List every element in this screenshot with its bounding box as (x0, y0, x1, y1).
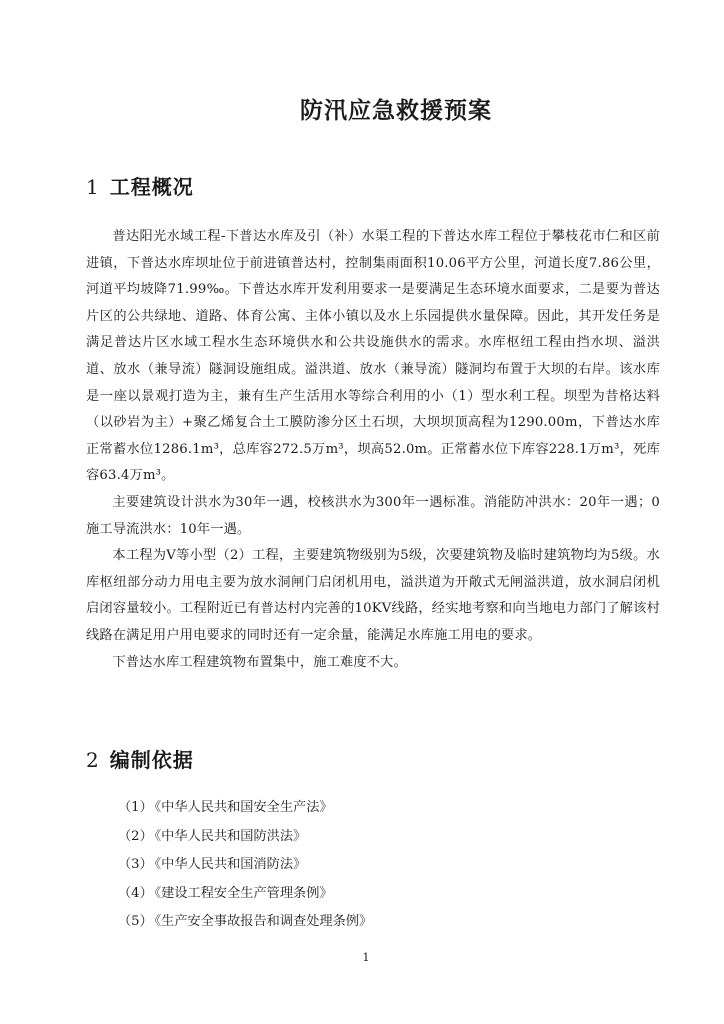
list-item-text: 《中华人民共和国消防法》 (148, 857, 307, 873)
document-title: 防汛应急救援预案 (300, 98, 492, 124)
section-number: 2 (86, 748, 100, 772)
list-item-number: （3） (118, 857, 153, 873)
list-item-number: （2） (118, 828, 153, 844)
list-item-text: 《中华人民共和国安全生产法》 (148, 800, 333, 815)
paragraph: 本工程为Ⅴ等小型（2）工程，主要建筑物级别为5级，次要建筑物及临时建筑物均为5级。水库枢纽部分动力用电主要为放水洞闸门启闭机用电，溢洪道为开敞式无闸溢洪道，放水洞启闭机启闭容量较小。工程附近已有普达村内完善的10KV线路，经实地考察和向当地电力部门了解该村线路在满足用户用电要求的同时还有一定余量，能满足水库施工用电的要求。 (86, 548, 660, 643)
section-title: 工程概况 (109, 175, 194, 199)
page-number: 1 (362, 951, 370, 964)
section-heading-overview (86, 171, 194, 200)
list-item (118, 823, 372, 852)
paragraph: 下普达水库工程建筑物布置集中，施工难度不大。 (112, 654, 407, 670)
section-number: 1 (86, 175, 100, 199)
list-item-text: 《建设工程安全生产管理条例》 (148, 885, 333, 901)
list-item (118, 851, 372, 880)
paragraph: 主要建筑设计洪水为30年一遇，校核洪水为300年一遇标准。消能防冲洪水：20年一遇；0施工导流洪水：10年一遇。 (86, 494, 660, 537)
list-item (118, 794, 372, 823)
list-item (118, 880, 372, 909)
list-item-text: 《中华人民共和国防洪法》 (148, 828, 307, 844)
list-item-number: （4） (118, 885, 153, 901)
reference-list (118, 794, 372, 937)
section-heading-basis (86, 744, 194, 773)
list-item-number: （5） (118, 914, 153, 930)
list-item (118, 908, 372, 937)
paragraph: 普达阳光水域工程-下普达水库及引（补）水渠工程的下普达水库工程位于攀枝花市仁和区前进镇，下普达水库坝址位于前进镇普达村，控制集雨面积10.06平方公里，河道长度7.86公里，河道平均坡降71.99‰。下普达水库开发利用要求一是要满足生态环境水面要求，二是要为普达片区的公共绿地、道路、体育公寓、主体小镇以及水上乐园提供水量保障。因此，其开发任务是满足普达片区水域工程水生态环境供水和公共设施供水的需求。水库枢纽工程由挡水坝、溢洪道、放水（兼导流）隧洞设施组成。溢洪道、放水（兼导流）隧洞均布置于大坝的右岸。该水库是一座以景观打造为主，兼有生产生活用水等综合利用的小（1）型水利工程。坝型为昔格达料（以砂岩为主）+聚乙烯复合土工膜防渗分区土石坝，大坝坝顶高程为1290.00m，下普达水库正常蓄水位1286.1m³，总库容272.5万m³，坝高52.0m。正常蓄水位下库容228.1万m³，死库容63.4万m³。 (86, 229, 660, 484)
list-item-text: 《生产安全事故报告和调查处理条例》 (148, 914, 373, 930)
list-item-number: （1） (118, 800, 153, 815)
section-title: 编制依据 (109, 748, 194, 772)
section-body-overview (86, 224, 660, 676)
